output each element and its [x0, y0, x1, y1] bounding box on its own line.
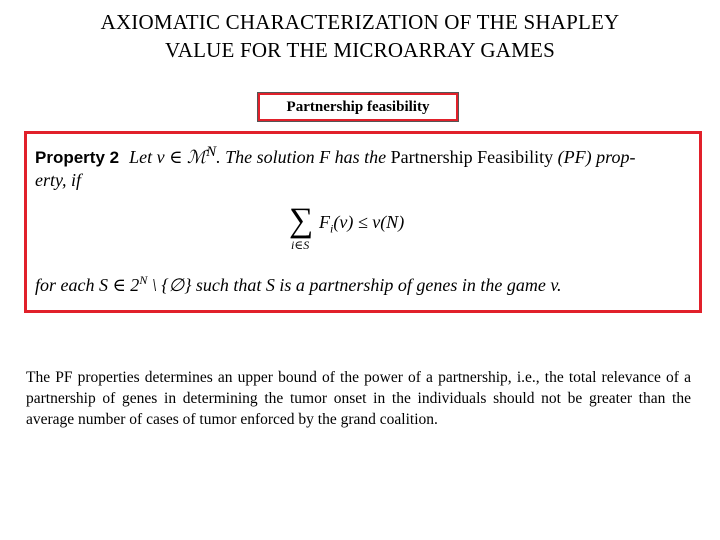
title-line-2: VALUE FOR THE MICROARRAY GAMES [165, 38, 555, 62]
formula-lhs-sub: i [330, 221, 334, 236]
property-abbrev: (PF) [557, 147, 592, 167]
sum-subscript: i∈S [291, 238, 310, 252]
property-line1-end: prop- [596, 147, 636, 167]
property-line-1 [35, 144, 635, 168]
property-intro-sup: N [206, 144, 217, 160]
property-intro: Let v ∈ ℳ [129, 147, 207, 167]
formula-rest: (v) ≤ v(N) [333, 212, 405, 232]
property-box [24, 131, 702, 313]
sum-symbol: ∑ [289, 202, 314, 239]
property-line-3 [35, 273, 562, 296]
property-line-2: erty, if [35, 170, 81, 190]
property-line3-sup: N [139, 273, 148, 287]
section-label: Partnership feasibility [258, 93, 458, 121]
formula-lhs: F [319, 212, 330, 232]
property-formula [289, 204, 449, 256]
property-line3-a: for each S ∈ 2 [35, 275, 140, 295]
property-name: Partnership Feasibility [390, 147, 554, 167]
description-paragraph: The PF properties determines an upper bound of the power of a partnership, i.e., the total relevance of a partnership of genes in determining the tumor onset in the individuals should not be greater than the average number of cases of tumor enforced by the grand coalition. [26, 369, 691, 428]
property-intro-rest: . The solution F has the [216, 147, 387, 167]
slide-title [0, 8, 720, 64]
title-line-1: AXIOMATIC CHARACTERIZATION OF THE SHAPLEY [100, 10, 620, 34]
property-label: Property 2 [35, 148, 120, 167]
formula-body [319, 212, 404, 237]
property-line3-b: \ {∅} such that S is a partnership of genes in the game v. [147, 275, 562, 295]
